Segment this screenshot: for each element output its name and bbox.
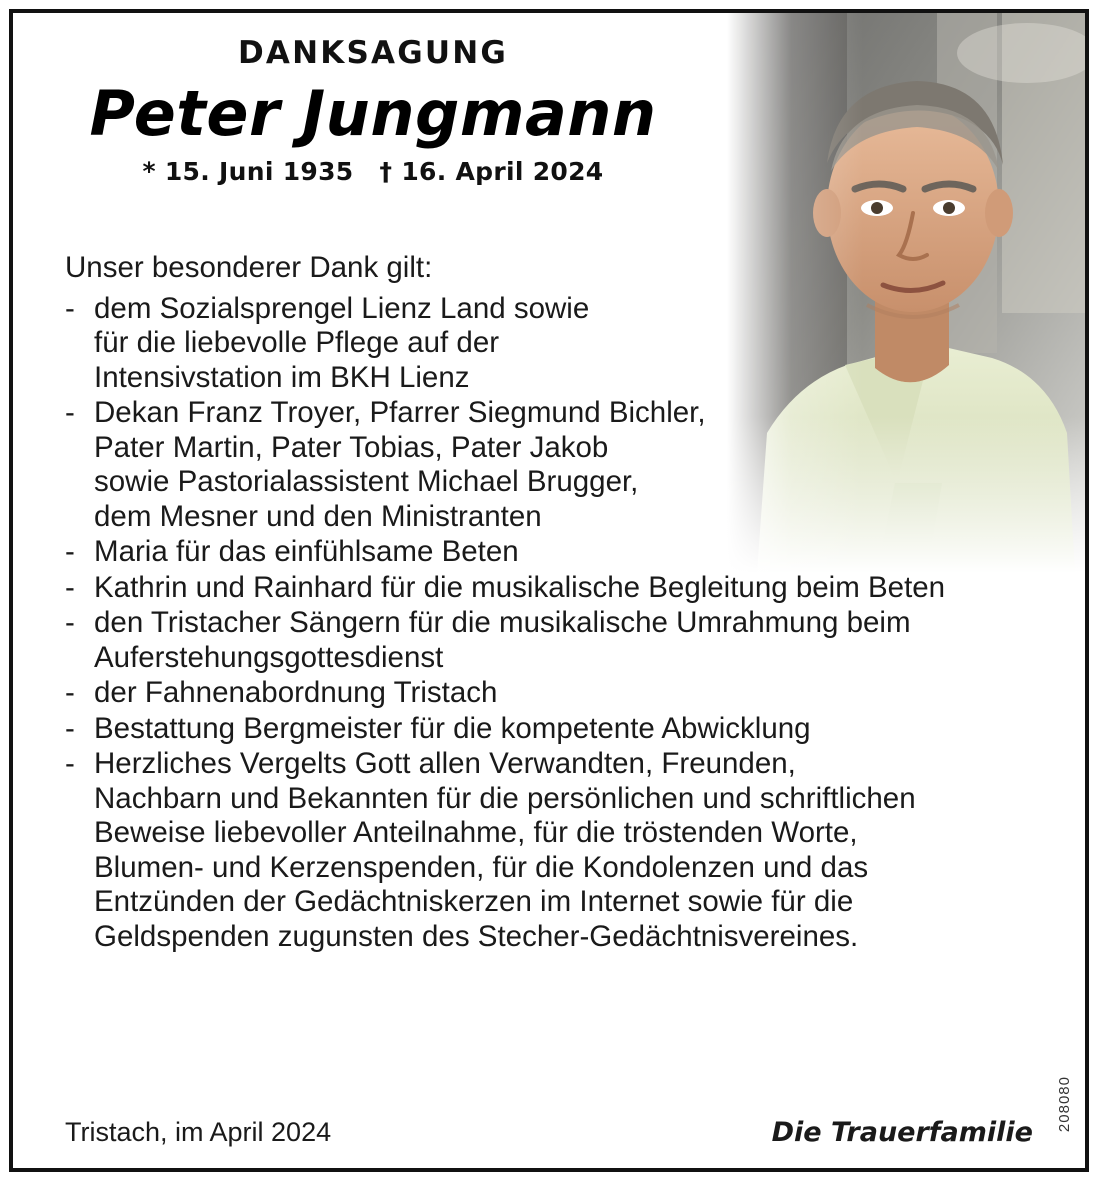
bullet-marker: -: [65, 606, 75, 639]
list-item-line: Intensivstation im BKH Lienz: [94, 360, 470, 394]
notice-header: [13, 35, 733, 186]
list-item-line: Nachbarn und Bekannten für die persönlichen und schriftlichen: [94, 781, 916, 815]
birth-date: * 15. Juni 1935: [142, 157, 354, 187]
list-item-line: Maria für das einfühlsame Beten: [94, 535, 519, 568]
notice-frame: [9, 9, 1089, 1172]
bullet-marker: -: [65, 711, 75, 745]
deceased-name: Peter Jungmann: [89, 77, 657, 150]
intro-line: Unser besonderer Dank gilt:: [65, 251, 433, 284]
list-item: [65, 535, 1055, 570]
thanks-body: [65, 251, 1055, 955]
notice-footer: [65, 1117, 1033, 1148]
list-item-line: sowie Pastorialassistent Michael Brugger,: [94, 465, 639, 498]
list-item-line: Kathrin und Rainhard für die musikalische Begleitung beim Beten: [94, 570, 946, 604]
list-item-line: Dekan Franz Troyer, Pfarrer Siegmund Bichler,: [94, 396, 706, 429]
bullet-marker: -: [65, 535, 75, 568]
bullet-marker: -: [65, 676, 75, 709]
list-item-line: Entzünden der Gedächtniskerzen im Internet sowie für die: [94, 885, 854, 918]
list-item-line: Auferstehungsgottesdienst: [94, 640, 444, 674]
list-item-line: dem Mesner und den Ministranten: [94, 499, 542, 533]
death-date: † 16. April 2024: [379, 157, 604, 187]
list-item: [65, 292, 734, 396]
list-item-line: den Tristacher Sängern für die musikalische Umrahmung beim: [94, 606, 911, 639]
list-item-line: Geldspenden zugunsten des Stecher-Gedächtnisvereines.: [94, 919, 859, 953]
signature-family: Die Trauerfamilie: [771, 1117, 1033, 1148]
heading-danksagung: DANKSAGUNG: [237, 35, 508, 71]
list-item: [65, 747, 1055, 954]
bullet-marker: -: [65, 747, 75, 780]
list-item-line: der Fahnenabordnung Tristach: [94, 676, 498, 709]
bullet-marker: -: [65, 570, 75, 604]
list-item-line: Blumen- und Kerzenspenden, für die Kondolenzen und das: [94, 850, 869, 884]
list-item: [65, 606, 1055, 675]
notice-inner: [13, 13, 1085, 1168]
list-item-line: dem Sozialsprengel Lienz Land sowie: [94, 291, 590, 325]
list-item: [65, 712, 1055, 747]
place-and-date: Tristach, im April 2024: [65, 1117, 332, 1147]
list-item-line: Pater Martin, Pater Tobias, Pater Jakob: [94, 430, 609, 464]
list-item: [65, 676, 1055, 711]
list-item: [65, 571, 1055, 606]
life-dates: [13, 157, 733, 186]
bullet-marker: -: [65, 291, 75, 325]
list-item-line: Herzliches Vergelts Gott allen Verwandten, Freunden,: [94, 747, 796, 780]
bullet-marker: -: [65, 396, 75, 429]
list-item-line: für die liebevolle Pflege auf der: [94, 326, 500, 359]
list-item: [65, 396, 734, 534]
reference-code: 208080: [1056, 1076, 1073, 1133]
list-item-line: Beweise liebevoller Anteilnahme, für die tröstenden Worte,: [94, 816, 858, 849]
list-item-line: Bestattung Bergmeister für die kompetente Abwicklung: [94, 711, 811, 745]
thanks-list: [65, 292, 1055, 955]
